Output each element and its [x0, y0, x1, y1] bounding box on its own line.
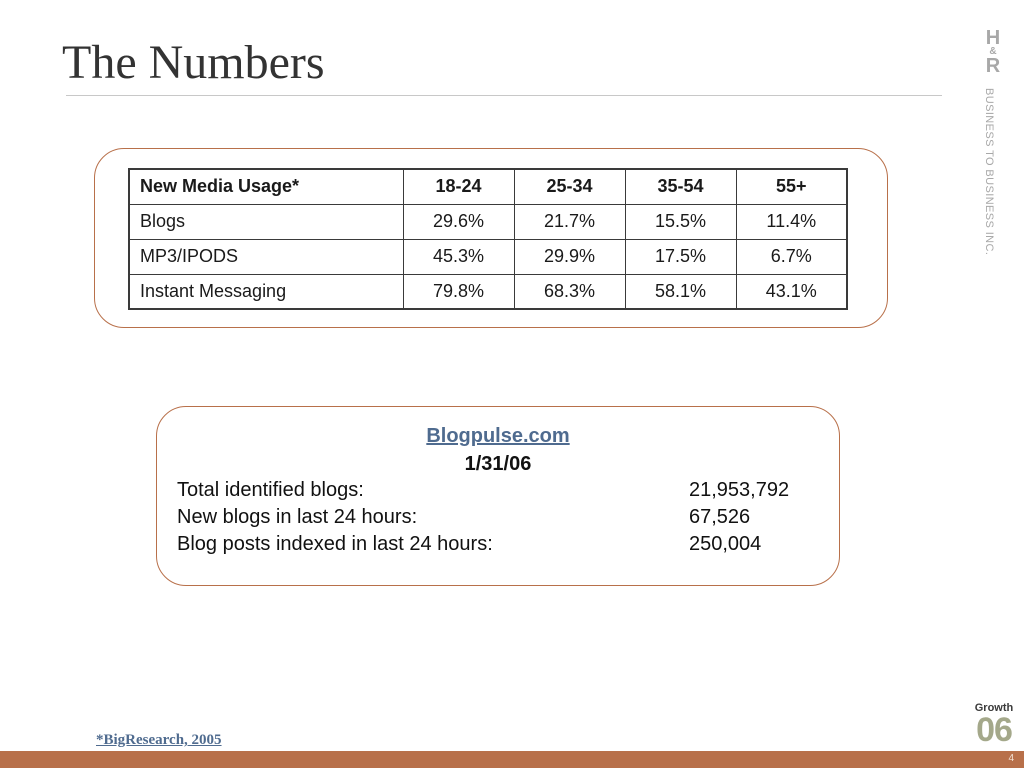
- blog-stats-panel: [156, 406, 840, 586]
- growth-label: Growth: [974, 702, 1014, 714]
- stat-value: 250,004: [689, 533, 762, 555]
- table-cell: 29.6%: [403, 204, 514, 239]
- table-cell: Blogs: [129, 204, 403, 239]
- blog-stats-date: 1/31/06: [464, 453, 532, 475]
- table-cell: 17.5%: [625, 239, 736, 274]
- brand-mark-bottom: R: [985, 55, 1001, 77]
- source-footnote-link[interactable]: *BigResearch, 2005: [96, 732, 222, 748]
- stat-label: Total identified blogs:: [177, 479, 364, 501]
- brand-logo: [978, 26, 1012, 256]
- stat-row: [177, 479, 817, 506]
- stat-label: New blogs in last 24 hours:: [177, 506, 418, 528]
- table-cell: MP3/IPODS: [129, 239, 403, 274]
- stat-row: [177, 506, 817, 533]
- table-cell: 15.5%: [625, 204, 736, 239]
- brand-text: BUSINESS TO BUSINESS INC.: [983, 88, 995, 256]
- blogpulse-link[interactable]: Blogpulse.com: [426, 425, 570, 447]
- table-header-cell: 25-34: [514, 169, 625, 204]
- table-cell: 11.4%: [736, 204, 847, 239]
- stat-value: 21,953,792: [689, 479, 790, 501]
- footer-bar: [0, 751, 1024, 768]
- table-header-row: [129, 169, 847, 204]
- growth-logo: [968, 702, 1020, 749]
- growth-year: 06: [976, 711, 1012, 749]
- table-cell: 29.9%: [514, 239, 625, 274]
- table-cell: 68.3%: [514, 274, 625, 309]
- table-header-cell: 18-24: [403, 169, 514, 204]
- brand-mark-top: H: [985, 27, 1001, 49]
- table-header-cell: 55+: [736, 169, 847, 204]
- table-cell: 21.7%: [514, 204, 625, 239]
- table-header-cell: New Media Usage*: [129, 169, 403, 204]
- table-row: [129, 239, 847, 274]
- table-cell: Instant Messaging: [129, 274, 403, 309]
- brand-mark-amp: &: [989, 46, 997, 57]
- table-cell: 79.8%: [403, 274, 514, 309]
- table-cell: 45.3%: [403, 239, 514, 274]
- title-divider: [66, 95, 942, 96]
- table-cell: 6.7%: [736, 239, 847, 274]
- table-header-cell: 35-54: [625, 169, 736, 204]
- table-row: [129, 204, 847, 239]
- stat-label: Blog posts indexed in last 24 hours:: [177, 533, 493, 555]
- stat-value: 67,526: [689, 506, 751, 528]
- table-cell: 58.1%: [625, 274, 736, 309]
- usage-table-panel: [94, 148, 888, 328]
- stat-row: [177, 533, 817, 560]
- table-cell: 43.1%: [736, 274, 847, 309]
- page-number: 4: [1008, 753, 1014, 764]
- brand-mark-logo: [980, 28, 1006, 76]
- slide-title: The Numbers: [62, 36, 325, 89]
- usage-table: [128, 168, 848, 310]
- table-row: [129, 274, 847, 309]
